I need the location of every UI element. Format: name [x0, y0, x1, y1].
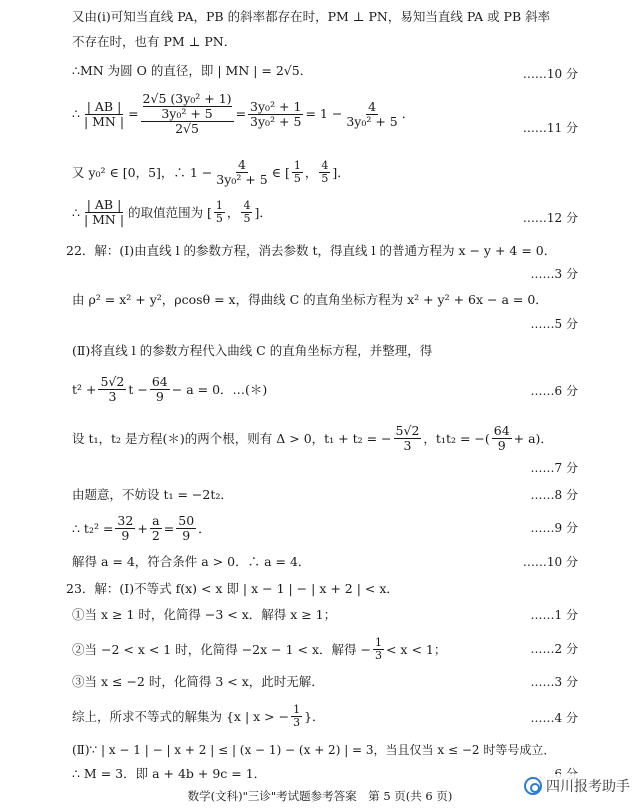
formula-text: ，	[304, 164, 318, 180]
fraction	[82, 198, 126, 227]
score-mark: ……2 分	[530, 642, 578, 656]
numerator: 1	[293, 703, 301, 716]
formula-text: t −	[128, 381, 148, 397]
denominator: 5	[293, 172, 301, 185]
formula-text: ，t₁t₂ = −(	[423, 430, 490, 446]
numerator: 64	[151, 374, 168, 389]
numerator: a	[152, 513, 160, 528]
numerator: 64	[493, 423, 510, 438]
denominator: 9	[121, 528, 130, 543]
formula-text: = 1 −	[305, 106, 343, 121]
denominator: 3y₀² + 5	[250, 113, 302, 129]
formula-line	[72, 375, 580, 404]
wechat-official-account-icon	[524, 777, 542, 795]
text-line: ①当 x ≥ 1 时，化简得 −3 < x．解得 x ≥ 1；	[72, 607, 337, 622]
denominator: | MN |	[83, 113, 125, 129]
fraction	[248, 100, 303, 129]
formula-text: ．	[401, 106, 415, 121]
fraction	[115, 514, 135, 543]
denominator: 3	[108, 389, 117, 404]
formula-text: ②当 −2 < x < 1 时，化简得 −2x − 1 < x．解得 −	[72, 641, 371, 657]
formula-line	[72, 637, 580, 662]
formula-text: − a = 0．…(＊)	[171, 381, 268, 397]
denominator: | MN |	[83, 212, 125, 227]
score-mark: ……8 分	[530, 488, 578, 502]
formula-text: ∴ t₂² =	[72, 520, 114, 536]
score-mark: ……7 分	[530, 461, 578, 475]
denominator: 3	[293, 716, 301, 729]
numerator-top: 2√5 (3y₀² + 1)	[142, 91, 232, 106]
fraction	[492, 424, 512, 453]
formula-text: 的取值范围为 [	[128, 204, 212, 220]
watermark	[520, 774, 634, 798]
question-23-line: 23．解：(Ⅰ)不等式 f(x) < x 即 | x − 1 | − | x + 2 | < x．	[66, 581, 399, 596]
fraction	[150, 375, 170, 404]
numerator: 1	[293, 159, 301, 172]
fraction	[214, 158, 269, 187]
numerator: 5√2	[100, 374, 125, 389]
formula-text: ]．	[332, 164, 350, 180]
watermark-text: 四川报考助手	[546, 779, 630, 795]
formula-text: +	[137, 520, 148, 536]
formula-text: ∴	[72, 106, 80, 121]
formula-text: ．	[198, 520, 211, 536]
fraction	[373, 637, 384, 662]
numerator: 3y₀² + 1	[250, 98, 302, 114]
denominator: 3	[374, 649, 382, 662]
text-line: 解得 a = 4，符合条件 a > 0．∴ a = 4．	[72, 554, 311, 569]
numerator: 1	[374, 636, 382, 649]
score-mark: ……10 分	[522, 555, 578, 569]
score-mark: ……11 分	[522, 121, 578, 135]
formula-text: =	[163, 520, 175, 536]
formula-line	[72, 514, 580, 543]
fraction	[291, 704, 302, 729]
numerator: | AB |	[86, 98, 122, 114]
numerator: 50	[178, 513, 195, 528]
fraction	[98, 375, 126, 404]
fraction	[82, 100, 126, 129]
fraction	[214, 200, 225, 225]
numerator: 32	[117, 513, 134, 528]
formula-text: 综上，所求不等式的解集为 {x | x > −	[72, 708, 290, 724]
formula-line	[72, 92, 580, 136]
numerator: 1	[215, 199, 223, 212]
denominator: 9	[182, 528, 191, 543]
score-mark: ……10 分	[522, 67, 578, 81]
denominator: 3	[403, 438, 412, 453]
numerator: 4	[368, 98, 377, 114]
denominator: 9	[497, 438, 506, 453]
fraction	[319, 160, 330, 185]
denominator: 5	[215, 212, 223, 225]
score-mark: ……4 分	[530, 711, 578, 725]
denominator: 3y₀² + 5	[346, 113, 398, 129]
text-line: ∴MN 为圆 O 的直径，即 | MN | = 2√5．	[72, 63, 313, 78]
formula-text: ∈ [	[271, 164, 290, 180]
score-mark: ……5 分	[530, 317, 578, 331]
numerator: 4	[243, 199, 251, 212]
denominator: 5	[243, 212, 251, 225]
formula-line	[72, 158, 580, 187]
fraction	[344, 100, 399, 129]
score-mark: ……6 分	[530, 384, 578, 398]
score-mark: ……9 分	[530, 521, 578, 535]
formula-text: < x < 1；	[385, 641, 447, 657]
numerator	[141, 92, 234, 122]
denominator: 9	[155, 389, 164, 404]
score-mark: ……12 分	[522, 211, 578, 225]
page-footer: 数学(文科)"三诊"考试题参考答案 第 5 页(共 6 页)	[187, 789, 453, 803]
fraction	[394, 424, 422, 453]
fraction	[150, 514, 162, 543]
numerator: | AB |	[86, 197, 122, 212]
formula-text: + a)．	[513, 430, 553, 446]
numerator-bottom: 3y₀² + 5	[161, 106, 213, 121]
question-22-line: 22．解：(Ⅰ)由直线 l 的参数方程，消去参数 t，得直线 l 的普通方程为 x − y + 4 = 0．	[66, 243, 557, 258]
denominator: 5	[321, 172, 329, 185]
text-line: ③当 x ≤ −2 时，化简得 3 < x，此时无解．	[72, 674, 324, 689]
formula-line	[72, 704, 580, 729]
formula-text: =	[235, 106, 247, 121]
text-line: (Ⅱ)∵ | x − 1 | − | x + 2 | ≤ | (x − 1) − (x + 2) | = 3，当且仅当 x ≤ −2 时等号成立．	[72, 743, 556, 757]
score-mark: ……1 分	[530, 608, 578, 622]
denominator: 2	[151, 528, 160, 543]
fraction	[176, 514, 196, 543]
text-line: (Ⅱ)将直线 l 的参数方程代入曲线 C 的直角坐标方程，并整理，得	[72, 343, 433, 358]
formula-text: 设 t₁，t₂ 是方程(＊)的两个根，则有 Δ > 0，t₁ + t₂ = −	[72, 430, 392, 446]
formula-text: ]．	[254, 204, 272, 220]
text-line: 又由(i)可知当直线 PA，PB 的斜率都存在时，PM ⊥ PN，易知当直线 PA 或 PB 斜率	[72, 9, 551, 24]
score-mark: ……3 分	[530, 267, 578, 281]
denominator: 3y₀² + 5	[216, 172, 268, 187]
numerator: 4	[321, 159, 329, 172]
formula-text: ，	[226, 204, 240, 220]
formula-text: 又 y₀² ∈ [0，5]，∴ 1 −	[72, 164, 213, 180]
text-line: 由题意，不妨设 t₁ = −2t₂．	[72, 487, 233, 502]
text-line: 不存在时，也有 PM ⊥ PN．	[72, 34, 237, 49]
formula-text: =	[128, 106, 139, 121]
formula-text: }．	[304, 708, 325, 724]
compound-fraction	[141, 92, 234, 136]
score-mark: ……3 分	[530, 675, 578, 689]
formula-text: t² +	[72, 381, 97, 397]
text-line: 由 ρ² = x² + y²，ρcosθ = x，得曲线 C 的直角坐标方程为 x² + y² + 6x − a = 0．	[72, 292, 548, 307]
numerator: 5√2	[395, 423, 420, 438]
fraction	[292, 160, 303, 185]
formula-text: ∴	[72, 204, 80, 220]
formula-line	[72, 198, 580, 227]
fraction	[241, 200, 252, 225]
numerator: 4	[238, 157, 246, 172]
text-line: ∴ M = 3．即 a + 4b + 9c = 1．	[72, 766, 267, 781]
denominator: 2√5	[175, 121, 199, 136]
formula-line	[72, 424, 580, 453]
